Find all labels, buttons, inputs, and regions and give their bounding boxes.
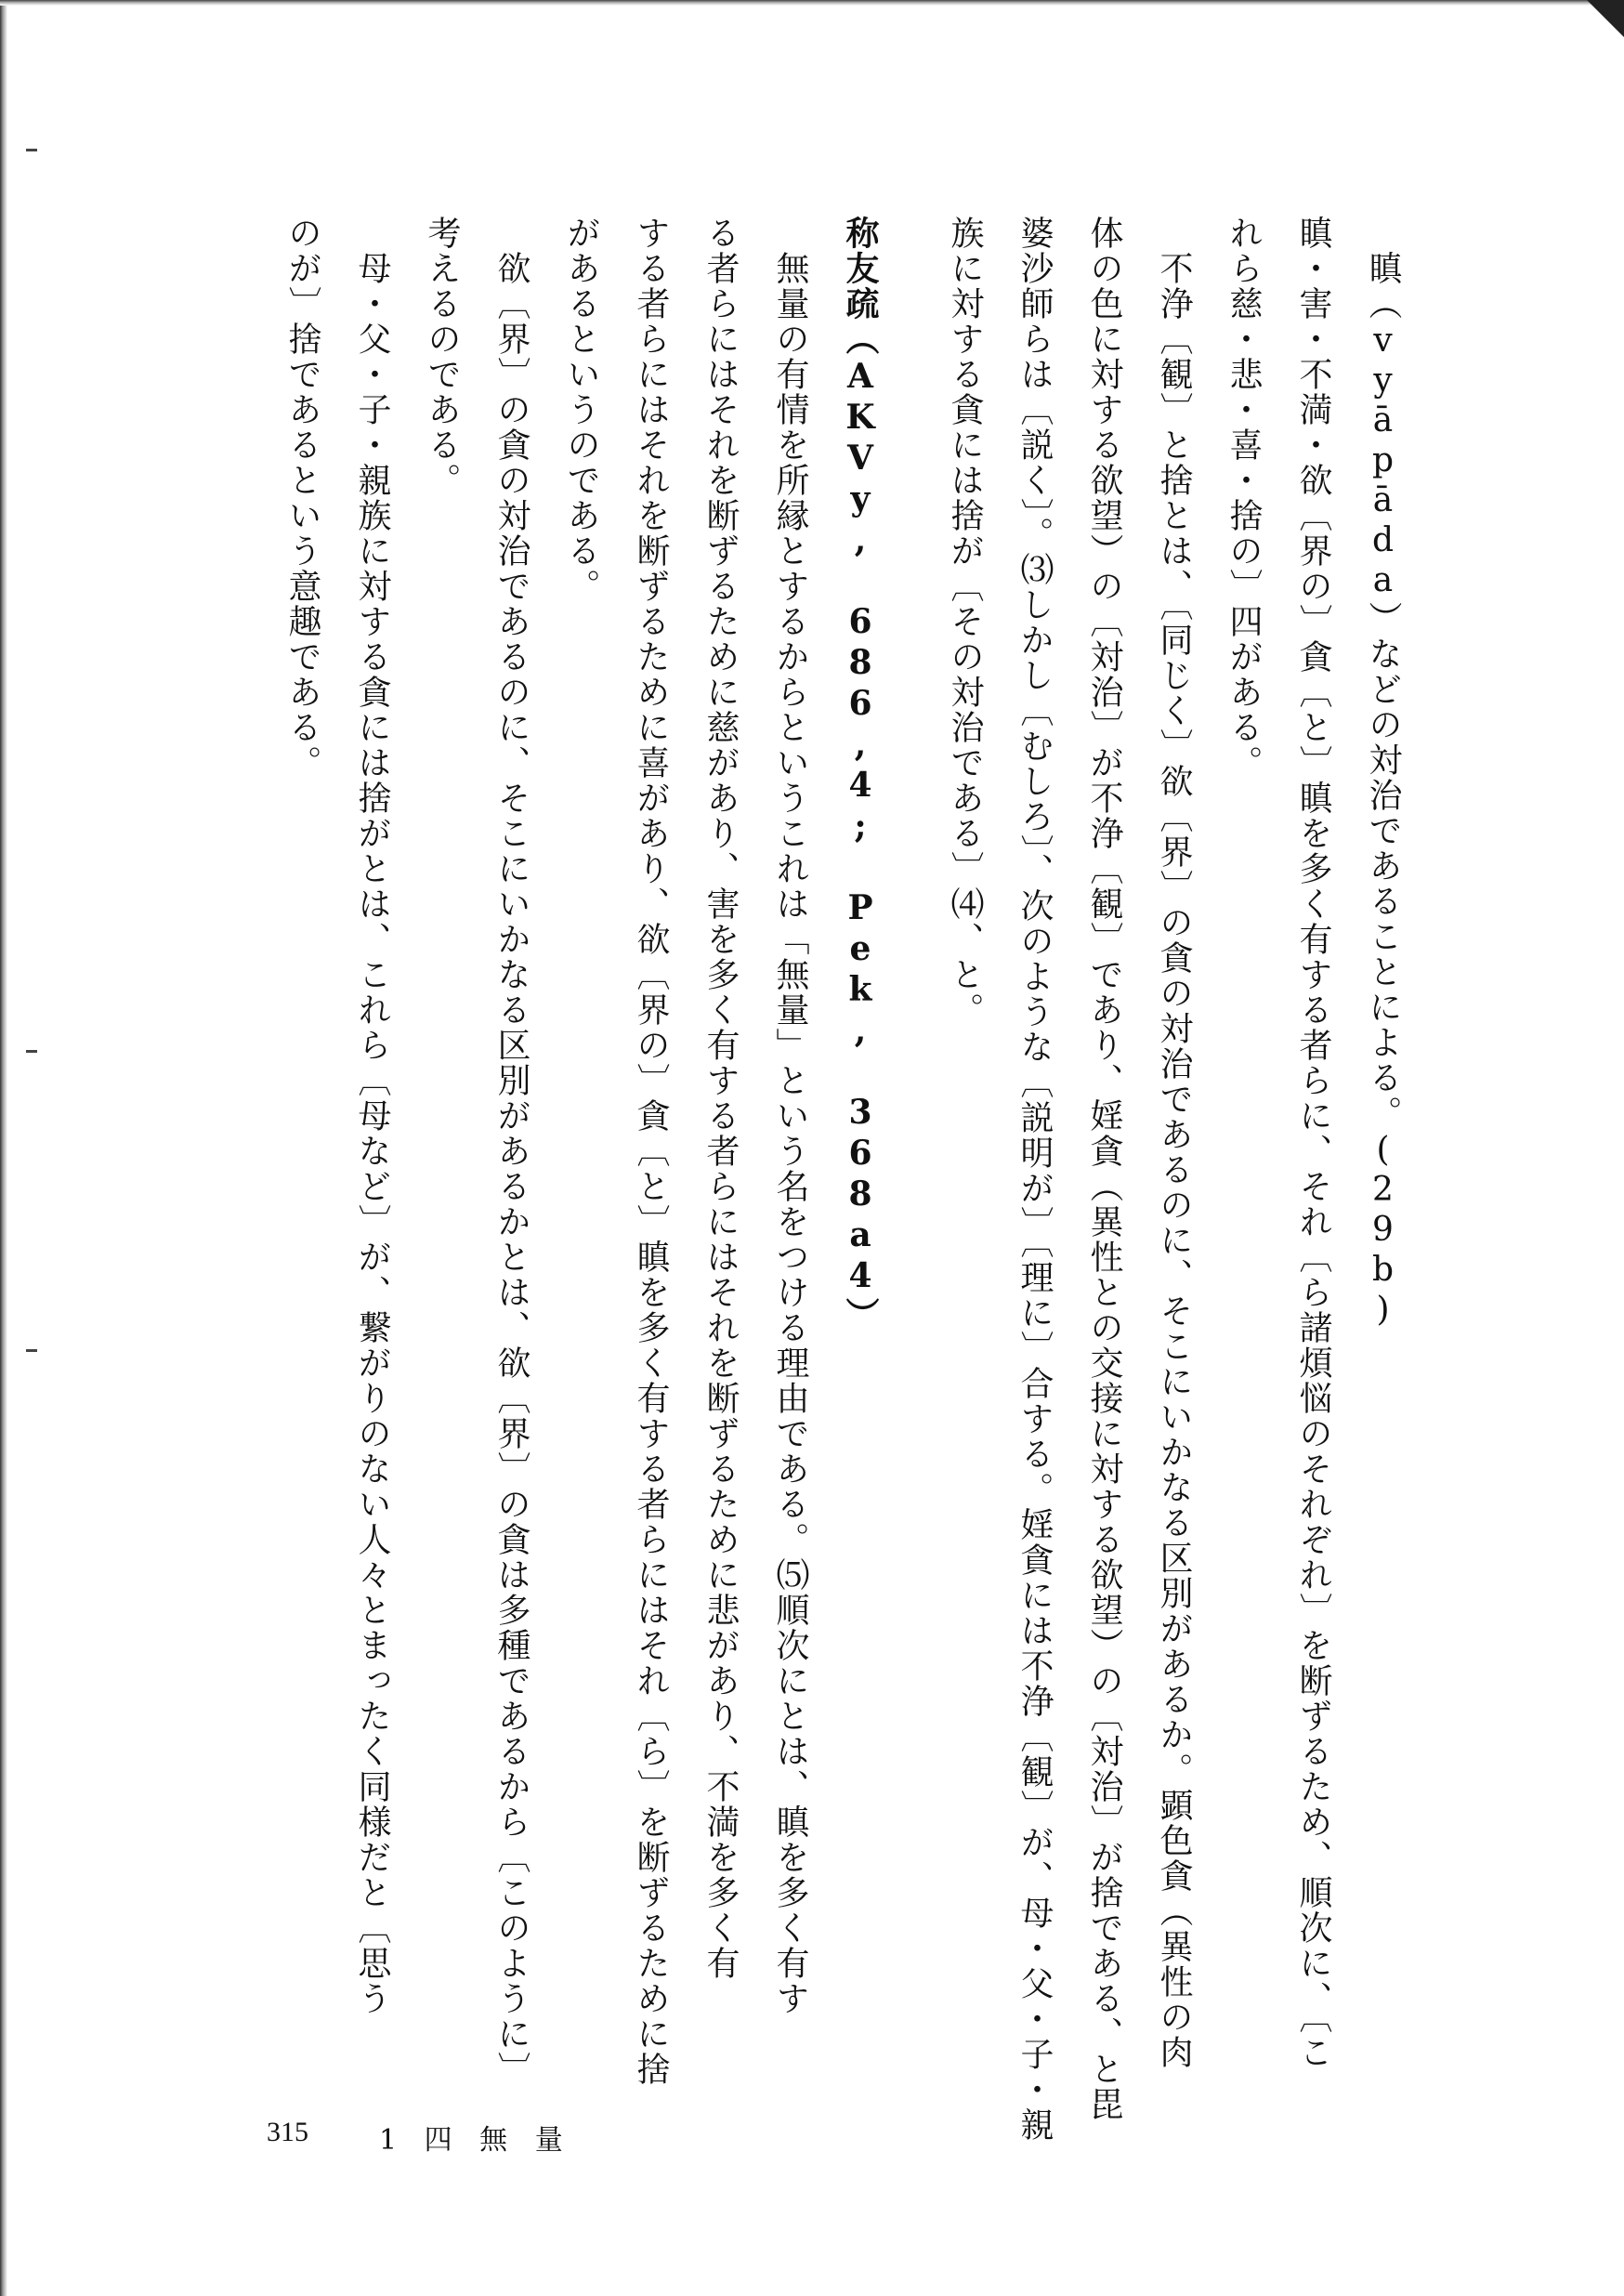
text-line: する者らにはそれを断ずるために喜があり、欲〔界の〕貪〔と〕瞋を多く有する者らにはそれ〔ら〕を断ずるために捨: [632, 216, 670, 2087]
text-line: 考えるのである。: [423, 216, 461, 498]
text-line: 瞋（vyāpāda）などの対治であることによる。(29b): [1364, 251, 1402, 1331]
page-number: 315: [267, 2117, 308, 2147]
scan-mark: [26, 1050, 37, 1053]
scan-mark: [26, 1349, 37, 1352]
text-line: 瞋・害・不満・欲〔界の〕貪〔と〕瞋を多く有する者らに、それ〔ら諸煩悩のそれぞれ〕を断ずるため、順次に、〔こ: [1294, 216, 1332, 2070]
text-line: 婆沙師らは〔説く〕。⑶しかし〔むしろ〕、次のような〔説明が〕〔理に〕合する。婬貪には不浄〔観〕が、母・父・子・親: [1015, 216, 1054, 2143]
text-line: れら慈・悲・喜・捨の〕四がある。: [1225, 216, 1263, 781]
text-line: 体の色に対する欲望）の〔対治〕が不浄〔観〕であり、婬貪（異性との交接に対する欲望）の〔対治〕が捨である、と毘: [1085, 216, 1123, 2122]
scan-mark: [26, 149, 37, 151]
page-corner: [1587, 0, 1624, 37]
page-edge-top: [0, 0, 1624, 6]
text-line: があるというのである。: [562, 216, 600, 604]
section-gap: [895, 216, 930, 2037]
text-line: 欲〔界〕の貪の対治であるのに、そこにいかなる区別があるかとは、欲〔界〕の貪は多種であるから〔このように〕: [492, 251, 530, 2087]
text-line: 族に対する貪には捨が〔その対治である〕⑷、と。: [946, 216, 984, 1028]
section-heading: 称友疏（AKVy, 686,4; Pek, 368a4）: [841, 216, 880, 1332]
text-line: 不浄〔観〕と捨とは、〔同じく〕欲〔界〕の貪の対治であるのに、そこにいかなる区別があるか。顕色貪（異性の肉: [1155, 251, 1193, 2070]
text-line: 無量の有情を所縁とするからというこれは「無量」という名をつける理由である。⑸順次にとは、瞋を多く有す: [771, 251, 809, 2016]
page-edge-left: [0, 0, 7, 2296]
text-line: のが〕捨であるという意趣である。: [283, 216, 321, 781]
text-line: 母・父・子・親族に対する貪には捨がとは、これら〔母など〕が、繋がりのない人々とまったく同様だと〔思う: [353, 251, 391, 2016]
running-head: 1 四 無 量: [379, 2124, 572, 2157]
text-line: る者らにはそれを断ずるために慈があり、害を多く有する者らにはそれを断ずるために悲があり、不満を多く有: [701, 216, 740, 1981]
